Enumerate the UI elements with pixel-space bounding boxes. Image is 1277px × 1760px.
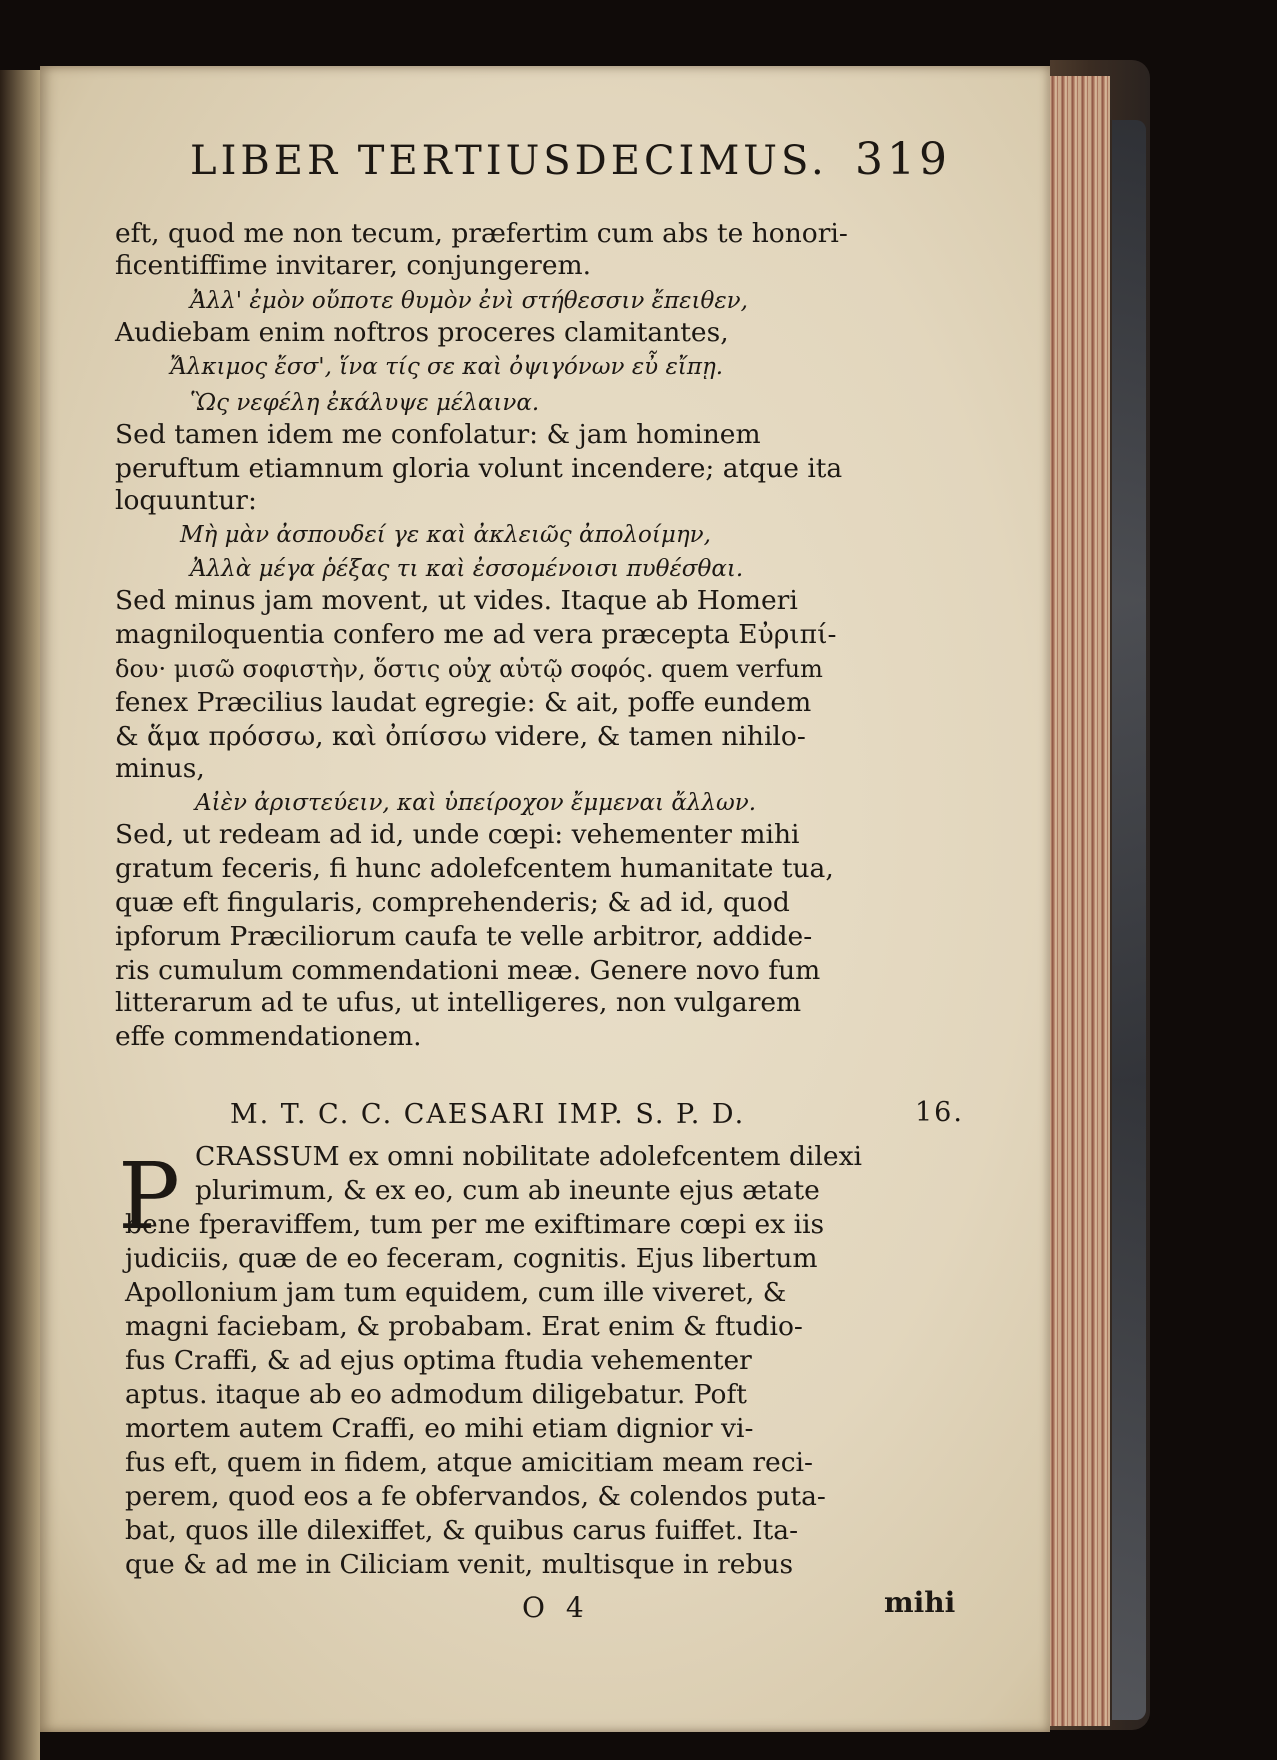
text-line: loquuntur: <box>115 485 257 516</box>
greek-verse-line: Μὴ μὰν ἀσπουδεί γε καὶ ἀκλειῶς ἀπολοίμην, <box>180 522 711 548</box>
page-header <box>150 134 951 198</box>
text-line: bat, quos ille dilexiffet, & quibus carus fuiffet. Ita- <box>125 1515 799 1546</box>
text-line: plurimum, & ex eo, cum ab ineunte ejus ætate <box>195 1175 820 1206</box>
drop-capital: P <box>118 1143 180 1250</box>
letter-number: 16. <box>915 1097 964 1128</box>
text-line: effe commendationem. <box>115 1021 422 1052</box>
text-line: & ἅμα πρόσσω, καὶ ὀπίσσω videre, & tamen nihilo- <box>115 721 806 752</box>
letter-heading: M. T. C. C. CAESARI IMP. S. P. D. <box>230 1099 746 1130</box>
text-line: ficentiffime invitarer, conjungerem. <box>115 250 592 281</box>
greek-verse-line: Ἀλλὰ μέγα ῥέξας τι καὶ ἐσσομένοισι πυθέσθαι. <box>190 556 744 582</box>
text-line: Sed minus jam movent, ut vides. Itaque ab Homeri <box>115 585 798 616</box>
text-line: magni faciebam, & probabam. Erat enim & ftudio- <box>125 1311 803 1342</box>
text-line: gratum feceris, fi hunc adolefcentem humanitate tua, <box>115 853 834 884</box>
text-line: litterarum ad te ufus, ut intelligeres, non vulgarem <box>115 987 802 1018</box>
text-line: fenex Præcilius laudat egregie: & ait, poffe eundem <box>115 687 812 718</box>
text-line: magniloquentia confero me ad vera præcepta Εὐριπί- <box>115 619 837 650</box>
text-line: peruftum etiamnum gloria volunt incendere; atque ita <box>115 453 843 484</box>
text-line: Apollonium jam tum equidem, cum ille viveret, & <box>125 1277 787 1308</box>
text-line: eft, quod me non tecum, præfertim cum abs te honori- <box>115 218 848 249</box>
book-page <box>40 66 1050 1732</box>
page-edges <box>1048 76 1110 1726</box>
cover-spine-edge <box>1112 120 1146 1720</box>
text-line: mortem autem Craffi, eo mihi etiam dignior vi- <box>125 1413 754 1444</box>
signature-mark: O 4 <box>522 1591 590 1624</box>
page-number: 319 <box>855 134 951 185</box>
left-page-edge <box>0 70 40 1760</box>
text-line: judiciis, quæ de eo feceram, cognitis. Ejus libertum <box>125 1243 818 1274</box>
text-line: fus Craffi, & ad ejus optima ftudia vehementer <box>125 1345 752 1376</box>
text-line: CRASSUM ex omni nobilitate adolefcentem dilexi <box>195 1141 862 1172</box>
text-line: Sed, ut redeam ad id, unde cœpi: vehementer mihi <box>115 819 800 850</box>
text-line: aptus. itaque ab eo admodum diligebatur. Poft <box>125 1379 747 1410</box>
catchword: mihi <box>884 1586 956 1619</box>
text-line: fus eft, quem in fidem, atque amicitiam meam reci- <box>125 1447 813 1478</box>
greek-verse-line: Ἄλκιμος ἔσσ', ἵνα τίς σε καὶ ὀψιγόνων εὖ εἴπῃ. <box>170 354 724 380</box>
text-line: perem, quod eos a fe obfervandos, & colendos puta- <box>125 1481 826 1512</box>
text-line: minus, <box>115 753 205 784</box>
text-line: bene fperaviffem, tum per me exiftimare cœpi ex iis <box>125 1209 825 1240</box>
text-line: Audiebam enim noftros proceres clamitantes, <box>115 317 729 348</box>
text-line: ris cumulum commendationi meæ. Genere novo fum <box>115 955 821 986</box>
text-line: ipforum Præciliorum caufa te velle arbitror, addide- <box>115 921 813 952</box>
greek-verse-line: Ὣς νεφέλη ἐκάλυψε μέλαινα. <box>190 390 540 416</box>
greek-verse-line: Αἰὲν ἀριστεύειν, καὶ ὑπείροχον ἔμμεναι ἄλλων. <box>195 790 757 816</box>
greek-verse-line: Ἀλλ' ἐμὸν οὔποτε θυμὸν ἐνὶ στήθεσσιν ἔπειθεν, <box>190 288 748 314</box>
running-title: LIBER TERTIUSDECIMUS. <box>190 138 828 184</box>
text-line: que & ad me in Ciliciam venit, multisque in rebus <box>125 1549 794 1580</box>
text-line: δου· μισῶ σοφιστὴν, ὅστις οὐχ αὑτῷ σοφός. quem verfum <box>115 655 823 683</box>
text-line: quæ eft fingularis, comprehenderis; & ad id, quod <box>115 887 790 918</box>
text-line: Sed tamen idem me confolatur: & jam hominem <box>115 419 761 450</box>
